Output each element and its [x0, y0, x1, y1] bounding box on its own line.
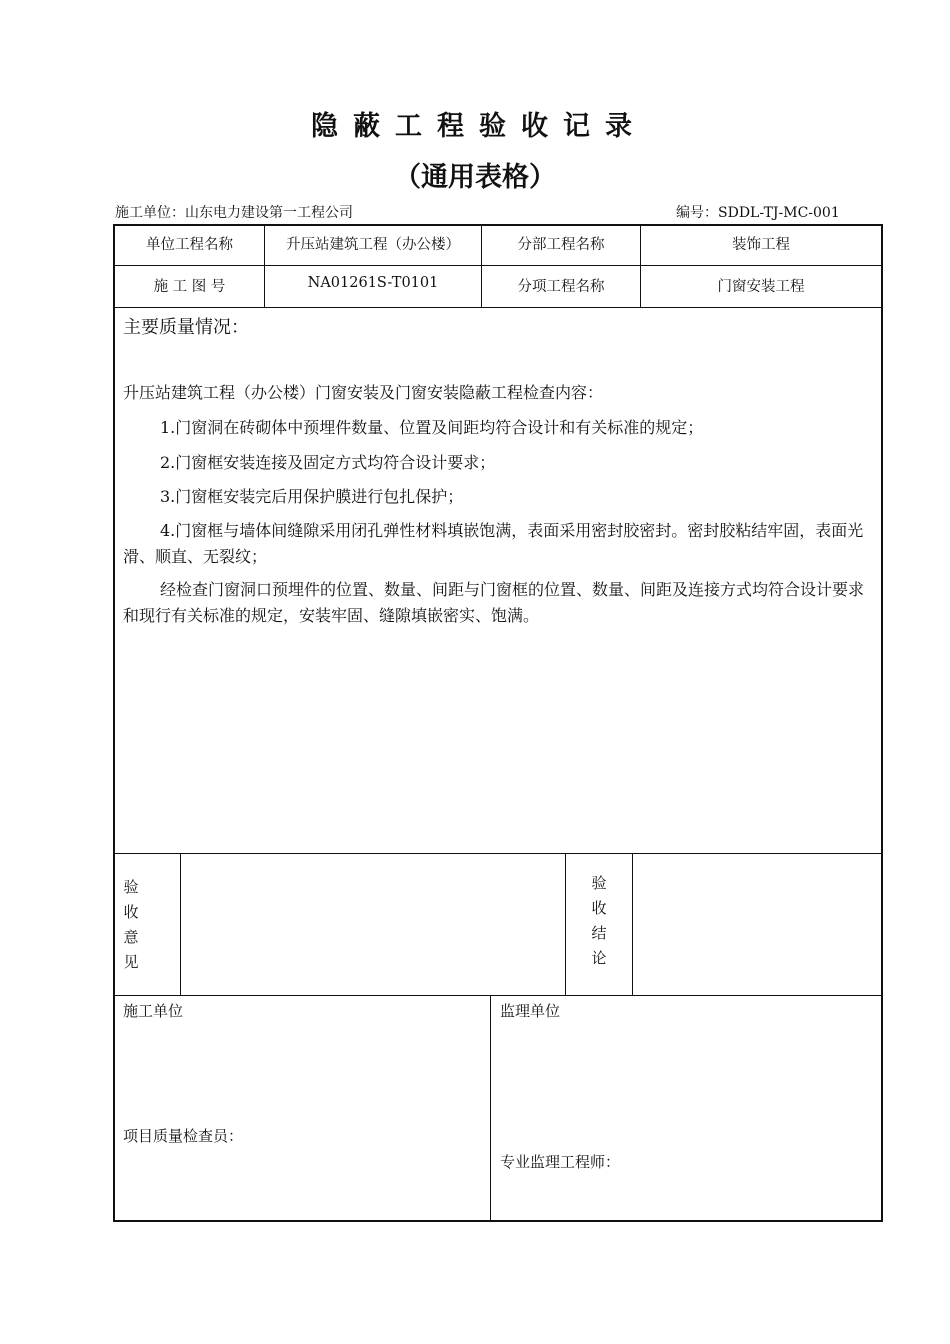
- quality-inspector-label: 项目质量检查员：: [123, 1127, 244, 1145]
- sub-project-name-value: 门窗安装工程: [717, 279, 805, 295]
- row-divider-1: [113, 265, 883, 266]
- quality-item-1: 1.门窗洞在砖砌体中预埋件数量、位置及间距均符合设计和有关标准的规定；: [160, 418, 704, 437]
- row-divider-4: [113, 995, 883, 996]
- division-project-name-value: 装饰工程: [732, 237, 790, 253]
- quality-heading: 主要质量情况：: [123, 317, 249, 338]
- quality-item-4: 4.门窗框与墙体间缝隙采用闭孔弹性材料填嵌饱满，表面采用密封胶密封。密封胶粘结牢固，表面光滑、顺直、无裂纹；: [123, 521, 864, 566]
- acceptance-opinion-label: 验 收 意 见: [123, 878, 139, 971]
- acceptance-conclusion-label: 验 收 结 论: [591, 874, 607, 967]
- signature-divider: [490, 995, 491, 1222]
- unit-project-name-value: 升压站建筑工程（办公楼）: [286, 237, 460, 253]
- document-title: 隐蔽工程验收记录: [311, 111, 647, 142]
- sub-project-name-label: 分项工程名称: [517, 279, 605, 295]
- division-project-name-label: 分部工程名称: [517, 237, 605, 253]
- quality-intro: 升压站建筑工程（办公楼）门窗安装及门窗安装隐蔽工程检查内容：: [123, 383, 604, 402]
- construction-unit-sign-label: 施工单位: [123, 1002, 184, 1020]
- document-subtitle: （通用表格）: [394, 162, 556, 193]
- record-table: [113, 224, 883, 1222]
- quality-conclusion: 经检查门窗洞口预埋件的位置、数量、间距与门窗框的位置、数量、间距及连接方式均符合设计要求和现行有关标准的规定，安装牢固、缝隙填嵌密实、饱满。: [123, 580, 865, 625]
- supervisor-engineer-label: 专业监理工程师：: [500, 1153, 621, 1171]
- row-divider-3: [113, 853, 883, 854]
- drawing-number-value: NA01261S-T0101: [307, 275, 439, 291]
- serial-number: 编号：SDDL-TJ-MC-001: [676, 205, 840, 221]
- row-divider-2: [113, 307, 883, 308]
- quality-item-2: 2.门窗框安装连接及固定方式均符合设计要求；: [160, 453, 496, 472]
- construction-unit-line: 施工单位：山东电力建设第一工程公司: [115, 205, 353, 221]
- acceptance-divider-2: [565, 853, 566, 995]
- unit-project-name-label: 单位工程名称: [146, 237, 233, 253]
- acceptance-divider-1: [180, 853, 181, 995]
- supervision-unit-sign-label: 监理单位: [500, 1002, 561, 1020]
- drawing-number-label: 施 工 图 号: [153, 279, 226, 295]
- acceptance-divider-3: [632, 853, 633, 995]
- quality-item-3: 3.门窗框安装完后用保护膜进行包扎保护；: [160, 487, 464, 506]
